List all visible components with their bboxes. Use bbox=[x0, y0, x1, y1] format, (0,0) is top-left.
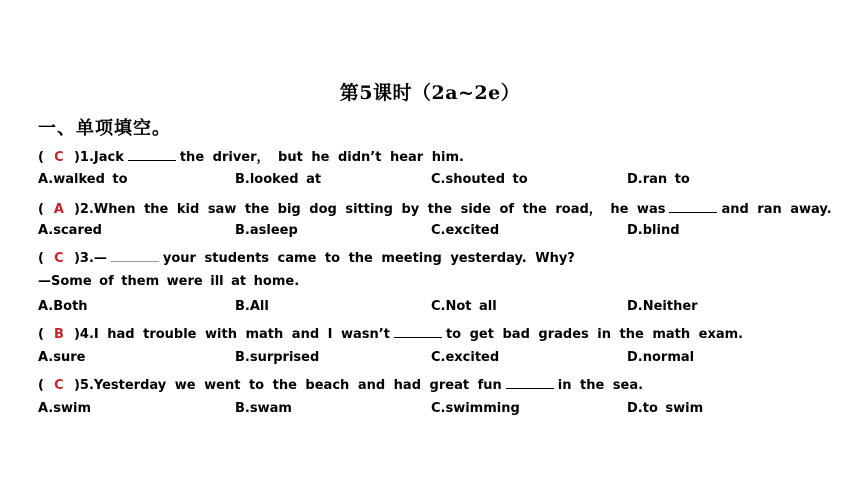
question-2-suffix: and ran away. bbox=[721, 202, 832, 217]
blank-4 bbox=[394, 325, 442, 338]
open-paren: ( bbox=[38, 327, 44, 342]
open-paren: ( bbox=[38, 378, 44, 393]
option-c: C.excited bbox=[431, 223, 500, 238]
question-5 bbox=[38, 376, 828, 396]
question-5-suffix: in the sea. bbox=[557, 378, 644, 393]
option-d: D.blind bbox=[627, 223, 680, 238]
open-paren: ( bbox=[38, 202, 44, 217]
question-1-prefix: )1.Jack bbox=[73, 150, 124, 165]
option-a: A.Both bbox=[38, 299, 88, 314]
blank-3 bbox=[111, 249, 159, 262]
option-b: B.looked at bbox=[235, 172, 322, 187]
option-c: C.shouted to bbox=[431, 172, 528, 187]
option-b: B.swam bbox=[235, 401, 292, 416]
question-3-prefix: )3.— bbox=[73, 251, 107, 266]
question-2-prefix: )2.When the kid saw the big dog sitting by the side of the road， he was bbox=[73, 202, 666, 217]
option-d: D.ran to bbox=[627, 172, 690, 187]
options-2 bbox=[38, 223, 828, 243]
question-1 bbox=[38, 146, 828, 166]
answer-1: C bbox=[54, 150, 64, 165]
question-4-suffix: to get bad grades in the math exam. bbox=[445, 327, 744, 342]
blank-1 bbox=[128, 148, 176, 161]
option-d: D.to swim bbox=[627, 401, 704, 416]
options-3 bbox=[38, 299, 828, 319]
option-a: A.sure bbox=[38, 350, 86, 365]
options-4 bbox=[38, 350, 828, 370]
answer-5: C bbox=[54, 378, 64, 393]
open-paren: ( bbox=[38, 251, 44, 266]
question-4 bbox=[38, 325, 828, 345]
section-heading: 一、单项填空。 bbox=[38, 118, 171, 139]
option-b: B.surprised bbox=[235, 350, 320, 365]
answer-4: B bbox=[53, 327, 64, 342]
open-paren: ( bbox=[38, 150, 44, 165]
option-a: A.walked to bbox=[38, 172, 128, 187]
answer-2: A bbox=[53, 202, 64, 217]
blank-2 bbox=[669, 200, 717, 213]
question-5-prefix: )5.Yesterday we went to the beach and had great fun bbox=[73, 378, 502, 393]
option-d: D.Neither bbox=[627, 299, 698, 314]
option-d: D.normal bbox=[627, 350, 695, 365]
option-c: C.excited bbox=[431, 350, 500, 365]
option-a: A.scared bbox=[38, 223, 102, 238]
answer-3: C bbox=[54, 251, 64, 266]
option-b: B.All bbox=[235, 299, 269, 314]
blank-5 bbox=[506, 376, 554, 389]
question-3-line2: —Some of them were ill at home. bbox=[38, 274, 300, 289]
question-1-suffix: the driver， but he didn’t hear him. bbox=[179, 150, 464, 165]
question-2 bbox=[38, 198, 832, 218]
options-1 bbox=[38, 172, 828, 192]
question-4-prefix: )4.I had trouble with math and I wasn’t bbox=[73, 327, 390, 342]
options-5 bbox=[38, 401, 828, 421]
page-title: 第5课时（2a~2e） bbox=[339, 82, 521, 104]
question-3 bbox=[38, 249, 828, 269]
option-a: A.swim bbox=[38, 401, 91, 416]
option-c: C.Not all bbox=[431, 299, 497, 314]
option-b: B.asleep bbox=[235, 223, 298, 238]
option-c: C.swimming bbox=[431, 401, 520, 416]
question-3-suffix: your students came to the meeting yesterday. Why? bbox=[162, 251, 575, 266]
